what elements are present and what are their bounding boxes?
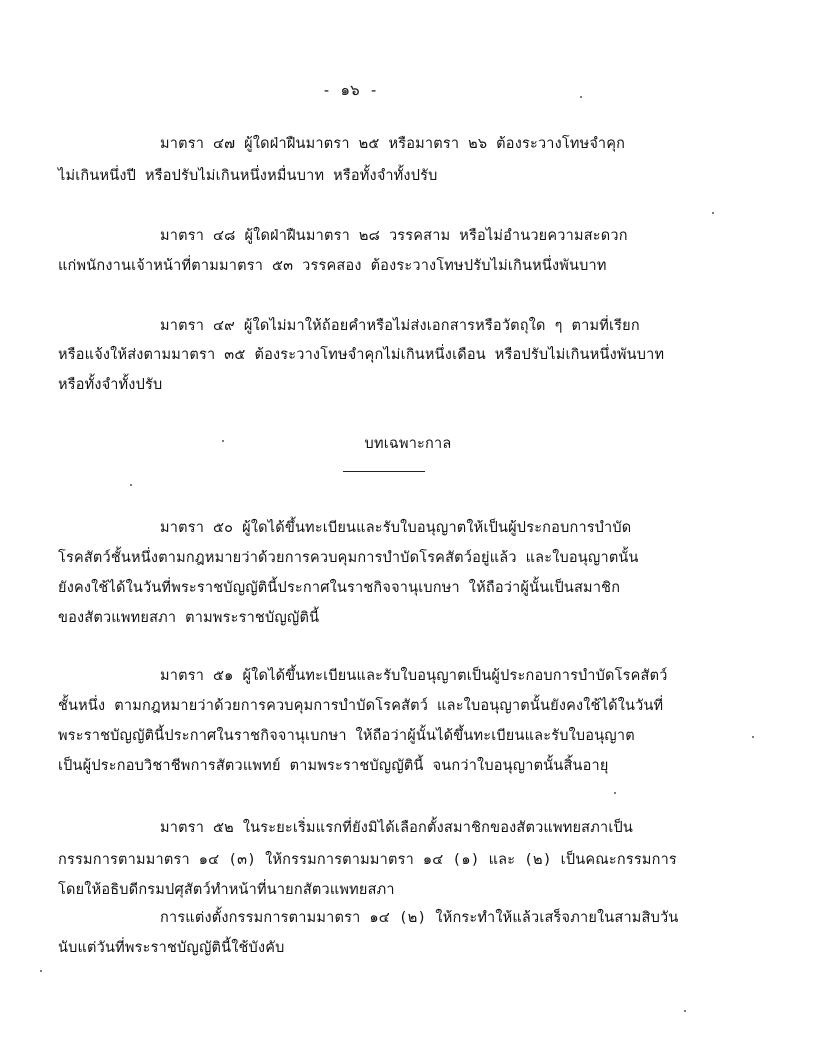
section-49-line-2: หรือแจ้งให้ส่งตามมาตรา ๓๕ ต้องระวางโทษจำคุกไม่เกินหนึ่งเดือน หรือปรับไม่เกินหนึ่งพันบาท (58, 347, 665, 363)
scan-speck (752, 736, 754, 738)
section-48-line-1: มาตรา ๔๘ ผู้ใดฝ่าฝืนมาตรา ๒๘ วรรคสาม หรือไม่อำนวยความสะดวก (160, 228, 628, 244)
section-50-line-2: โรคสัตว์ชั้นหนึ่งตามกฎหมายว่าด้วยการควบคุมการบำบัดโรคสัตว์อยู่แล้ว และใบอนุญาตนั้น (58, 550, 639, 566)
scan-speck (130, 484, 132, 486)
scan-speck (40, 970, 42, 972)
section-52-line-5: นับแต่วันที่พระราชบัญญัตินี้ใช้บังคับ (58, 940, 285, 956)
scan-speck (712, 212, 714, 214)
section-49-line-1: มาตรา ๔๙ ผู้ใดไม่มาให้ถ้อยคำหรือไม่ส่งเอกสารหรือวัตถุใด ๆ ตามที่เรียก (160, 318, 640, 334)
section-49-line-3: หรือทั้งจำทั้งปรับ (58, 377, 163, 393)
section-47-line-1: มาตรา ๔๗ ผู้ใดฝ่าฝืนมาตรา ๒๕ หรือมาตรา ๒๖ ต้องระวางโทษจำคุก (160, 136, 626, 152)
transitional-heading: บทเฉพาะกาล (364, 436, 452, 452)
section-48-line-2: แก่พนักงานเจ้าหน้าที่ตามมาตรา ๕๓ วรรคสอง ต้องระวางโทษปรับไม่เกินหนึ่งพันบาท (58, 258, 607, 274)
scan-speck (684, 1010, 686, 1012)
section-50-line-4: ของสัตวแพทยสภา ตามพระราชบัญญัตินี้ (58, 610, 320, 626)
section-51-line-4: เป็นผู้ประกอบวิชาชีพการสัตวแพทย์ ตามพระราชบัญญัตินี้ จนกว่าใบอนุญาตนั้นสิ้นอายุ (58, 758, 609, 774)
section-52-line-3: โดยให้อธิบดีกรมปศุสัตว์ทำหน้าที่นายกสัตวแพทยสภา (58, 882, 395, 898)
page-number: - ๑๖ - (322, 81, 379, 99)
section-52-line-1: มาตรา ๕๒ ในระยะเริ่มแรกที่ยังมิได้เลือกตั้งสมาชิกของสัตวแพทยสภาเป็น (160, 820, 633, 836)
heading-underline (343, 471, 425, 472)
section-51-line-3: พระราชบัญญัตินี้ประกาศในราชกิจจานุเบกษา ให้ถือว่าผู้นั้นได้ขึ้นทะเบียนและรับใบอนุญาต (58, 728, 635, 744)
section-47-line-2: ไม่เกินหนึ่งปี หรือปรับไม่เกินหนึ่งหมื่นบาท หรือทั้งจำทั้งปรับ (58, 168, 438, 184)
section-51-line-2: ชั้นหนึ่ง ตามกฎหมายว่าด้วยการควบคุมการบำบัดโรคสัตว์ และใบอนุญาตนั้นยังคงใช้ได้ในวันที่ (58, 698, 664, 714)
section-52-line-2: กรรมการตามมาตรา ๑๔ (๓) ให้กรรมการตามมาตรา ๑๔ (๑) และ (๒) เป็นคณะกรรมการ (58, 852, 677, 868)
section-50-line-3: ยังคงใช้ได้ในวันที่พระราชบัญญัตินี้ประกาศในราชกิจจานุเบกษา ให้ถือว่าผู้นั้นเป็นสมาชิก (58, 580, 621, 596)
section-52-line-4: การแต่งตั้งกรรมการตามมาตรา ๑๔ (๒) ให้กระทำให้แล้วเสร็จภายในสามสิบวัน (160, 910, 679, 926)
section-50-line-1: มาตรา ๕๐ ผู้ใดได้ขึ้นทะเบียนและรับใบอนุญาตให้เป็นผู้ประกอบการบำบัด (160, 520, 632, 536)
scan-speck (614, 792, 616, 794)
scan-speck (222, 440, 224, 442)
scan-speck (580, 96, 582, 98)
section-51-line-1: มาตรา ๕๑ ผู้ใดได้ขึ้นทะเบียนและรับใบอนุญาตเป็นผู้ประกอบการบำบัดโรคสัตว์ (160, 668, 668, 684)
